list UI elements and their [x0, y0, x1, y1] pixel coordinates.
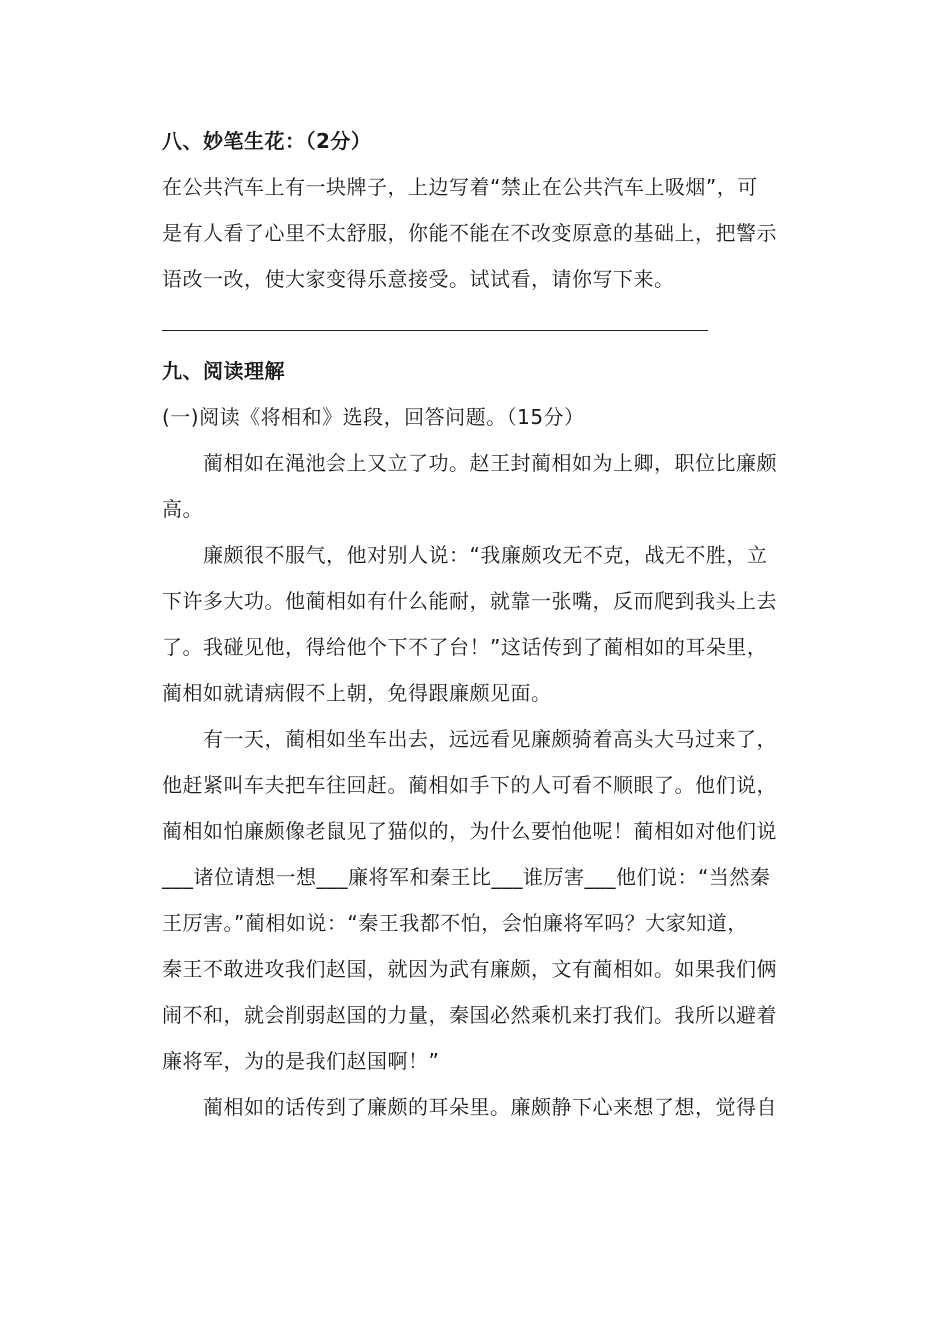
answer-blank-line[interactable] [162, 330, 708, 331]
passage-line: 有一天，蔺相如坐车出去，远远看见廉颇骑着高头大马过来了， [203, 727, 777, 751]
passage-line: 蔺相如的话传到了廉颇的耳朵里。廉颇静下心来想了想，觉得自 [203, 1095, 777, 1119]
section-8-line: 是有人看了心里不太舒服，你能不能在不改变原意的基础上，把警示 [162, 221, 777, 245]
passage-line: 廉将军，为的是我们赵国啊！” [162, 1049, 440, 1073]
passage-line: 下许多大功。他蔺相如有什么能耐，就靠一张嘴，反而爬到我头上去 [162, 589, 777, 613]
passage-line: 他赶紧叫车夫把车往回赶。蔺相如手下的人可看不顺眼了。他们说， [162, 773, 777, 797]
passage-line: 秦王不敢进攻我们赵国，就因为武有廉颇，文有蔺相如。如果我们俩 [162, 957, 777, 981]
passage-line: 蔺相如在渑池会上又立了功。赵王封蔺相如为上卿，职位比廉颇 [203, 451, 777, 475]
passage-line-with-blanks[interactable]: ___诸位请想一想___廉将军和秦王比___谁厉害___他们说：“当然秦 [162, 865, 771, 889]
passage-line: 了。我碰见他，得给他个下不了台！”这话传到了蔺相如的耳朵里， [162, 635, 768, 659]
section-8-heading: 八、妙笔生花：（2分） [162, 129, 372, 153]
section-8-line: 语改一改，使大家变得乐意接受。试试看，请你写下来。 [162, 267, 675, 291]
passage-line: 蔺相如怕廉颇像老鼠见了猫似的，为什么要怕他呢！蔺相如对他们说 [162, 819, 777, 843]
passage-line: 蔺相如就请病假不上朝，免得跟廉颇见面。 [162, 681, 552, 705]
passage-line: 高。 [162, 497, 203, 521]
section-8-line: 在公共汽车上有一块牌子，上边写着“禁止在公共汽车上吸烟”，可 [162, 175, 758, 199]
reading-sub-heading: (一)阅读《将相和》选段，回答问题。（15分） [162, 405, 585, 429]
passage-line: 廉颇很不服气，他对别人说：“我廉颇攻无不克，战无不胜，立 [203, 543, 768, 567]
passage-line: 王厉害。”蔺相如说：“秦王我都不怕，会怕廉将军吗？大家知道， [162, 911, 748, 935]
passage-line: 闹不和，就会削弱赵国的力量，秦国必然乘机来打我们。我所以避着 [162, 1003, 777, 1027]
section-9-heading: 九、阅读理解 [162, 359, 285, 383]
